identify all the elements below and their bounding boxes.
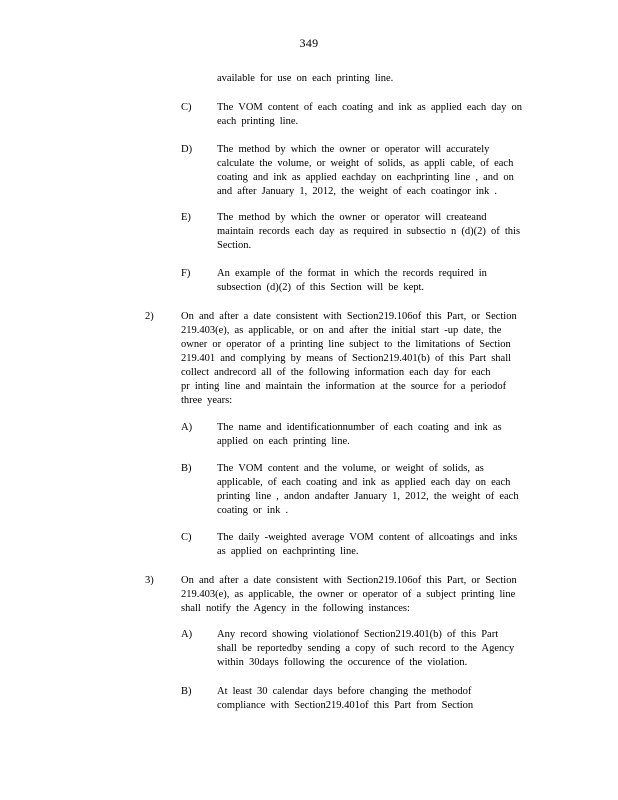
item-label-a2: A) xyxy=(181,629,193,640)
text-line: calculate the volume, or weight of solids, as appli cable, of each xyxy=(217,158,514,169)
text-line: applied on each printing line. xyxy=(217,436,350,447)
item-c-text xyxy=(217,101,522,129)
page-number: 349 xyxy=(299,36,319,50)
item-b2-text xyxy=(217,685,473,713)
text-line: The VOM content of each coating and ink as applied each day on xyxy=(217,102,523,113)
text-line: shall notify the Agency in the following instances: xyxy=(181,603,410,614)
text-line: within 30days following the occurence of the violation. xyxy=(217,657,468,668)
text-line: On and after a date consistent with Section219.106of this Part, or Section xyxy=(181,311,517,322)
text-line: shall be reportedby sending a copy of such record to the Agency xyxy=(217,643,515,654)
text-line: The VOM content and the volume, or weight of solids, as xyxy=(217,463,484,474)
item-label-d: D) xyxy=(181,144,193,155)
item-label-2: 2) xyxy=(145,311,154,322)
item-b-text xyxy=(217,462,519,518)
text-line: An example of the format in which the records required in xyxy=(217,268,487,279)
text-line: The name and identificationnumber of each coating and ink as xyxy=(217,422,502,433)
paragraph-continuation xyxy=(217,72,393,86)
text-line: each printing line. xyxy=(217,116,299,127)
item-label-b: B) xyxy=(181,463,192,474)
item-label-b2: B) xyxy=(181,686,192,697)
text-line: On and after a date consistent with Section219.106of this Part, or Section xyxy=(181,575,517,586)
text-line: subsection (d)(2) of this Section will be kept. xyxy=(217,282,425,293)
text-line: Any record showing violationof Section219.401(b) of this Part xyxy=(217,629,499,640)
text-line: 219.401 and complying by means of Section219.401(b) of this Part shall xyxy=(181,353,512,364)
item-label-c2: C) xyxy=(181,532,192,543)
text-line: The daily -weighted average VOM content of allcoatings and inks xyxy=(217,532,518,543)
item-label-3: 3) xyxy=(145,575,154,586)
item-2-text xyxy=(181,310,517,408)
text-line: owner or operator of a printing line subject to the limitations of Section xyxy=(181,339,511,350)
item-label-a: A) xyxy=(181,422,193,433)
text-line: pr inting line and maintain the information at the source for a periodof xyxy=(181,381,507,392)
item-a2-text xyxy=(217,628,514,670)
text-line: available for use on each printing line. xyxy=(217,73,394,84)
text-line: and after January 1, 2012, the weight of each coatingor ink . xyxy=(217,186,497,197)
text-line: coating and ink as applied eachday on eachprinting line , and on xyxy=(217,172,514,183)
item-e-text xyxy=(217,211,520,253)
text-line: printing line , andon andafter January 1, 2012, the weight of each xyxy=(217,491,519,502)
item-a-text xyxy=(217,421,502,449)
text-line: The method by which the owner or operator will createand xyxy=(217,212,487,223)
text-line: coating or ink . xyxy=(217,505,289,516)
item-3-text xyxy=(181,574,517,616)
text-line: 219.403(e), as applicable, the owner or operator of a subject printing line xyxy=(181,589,516,600)
text-line: collect andrecord all of the following information each day for each xyxy=(181,367,491,378)
text-line: The method by which the owner or operator will accurately xyxy=(217,144,490,155)
text-line: compliance with Section219.401of this Part from Section xyxy=(217,700,474,711)
text-line: 219.403(e), as applicable, or on and after the initial start -up date, the xyxy=(181,325,502,336)
item-label-e: E) xyxy=(181,212,191,223)
item-label-c: C) xyxy=(181,102,192,113)
text-line: maintain records each day as required in subsectio n (d)(2) of this xyxy=(217,226,521,237)
item-label-f: F) xyxy=(181,268,191,279)
text-line: as applied on eachprinting line. xyxy=(217,546,359,557)
item-d-text xyxy=(217,143,514,199)
text-line: At least 30 calendar days before changing the methodof xyxy=(217,686,472,697)
text-line: applicable, of each coating and ink as applied each day on each xyxy=(217,477,511,488)
item-f-text xyxy=(217,267,487,295)
item-c2-text xyxy=(217,531,517,559)
text-line: Section. xyxy=(217,240,252,251)
text-line: three years: xyxy=(181,395,233,406)
